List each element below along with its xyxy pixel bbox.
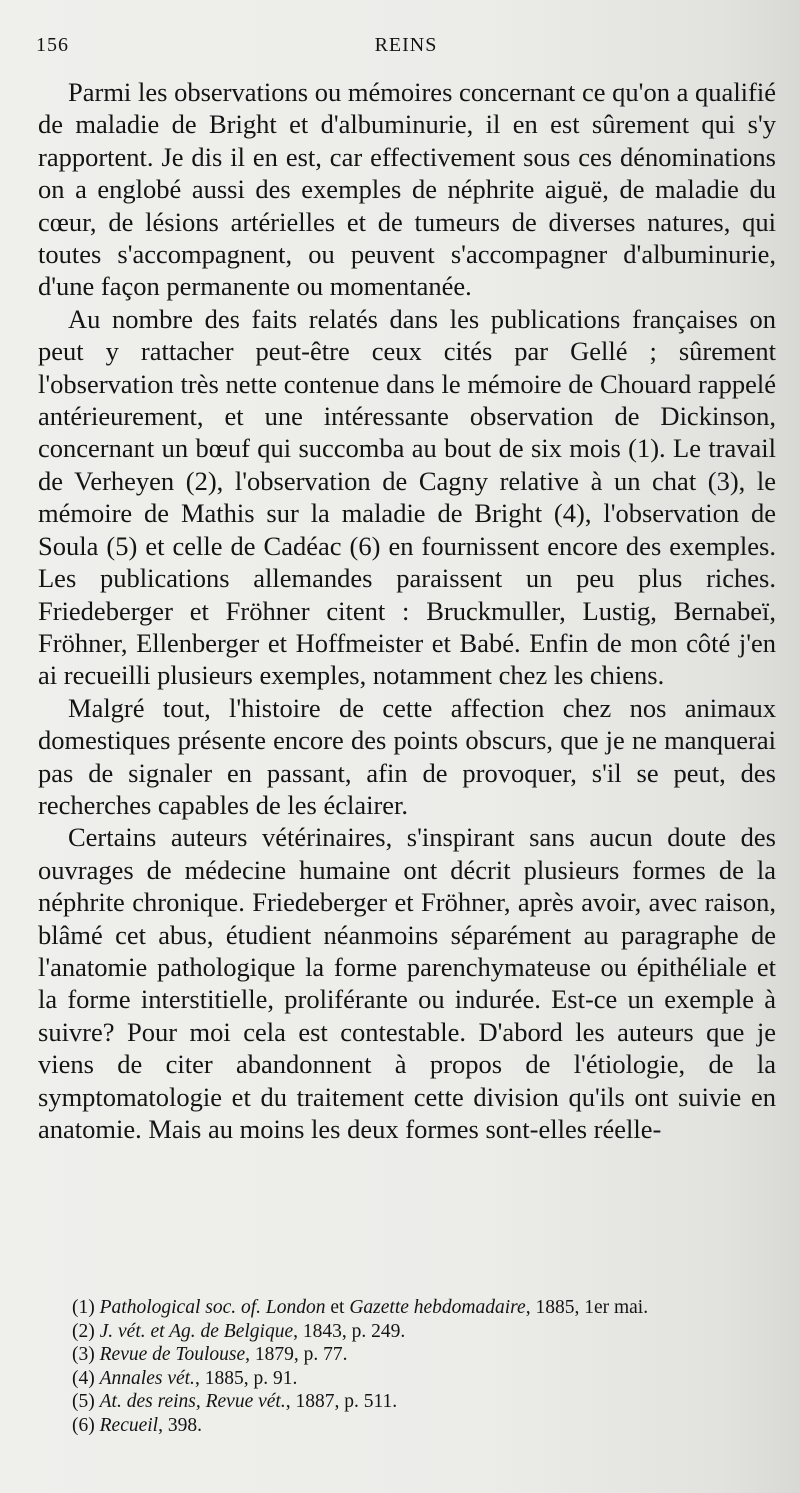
footnote — [72, 1414, 778, 1438]
running-head — [36, 34, 776, 64]
footnote — [72, 1367, 778, 1391]
body-text — [38, 76, 776, 1145]
footnote-detail: , 1885, 1er mai. — [525, 1297, 649, 1318]
footnote — [72, 1296, 778, 1320]
footnote-mark: (4) — [72, 1367, 95, 1389]
footnotes — [72, 1296, 778, 1438]
footnote — [72, 1343, 778, 1367]
footnote-mark: (2) — [72, 1320, 95, 1342]
chapter-title: REINS — [374, 34, 438, 56]
footnote-source: Recueil — [99, 1414, 159, 1436]
paragraph: Malgré tout, l'histoire de cette affection chez nos animaux domestiques présente encore des points obscurs, que je ne manquerai pas de signaler en passant, afin de provoquer, s'il se peut, des recherches capables de les éclairer. — [38, 692, 776, 820]
footnote-detail: , 398. — [158, 1414, 202, 1436]
footnote-source: At. des reins, Revue vét. — [99, 1391, 286, 1413]
footnote — [72, 1390, 778, 1414]
paragraph: Parmi les observations ou mémoires concernant ce qu'on a qualifié de maladie de Bright et d'albuminurie, il en est sûrement qui s'y rapportent. Je dis il en est, car effectivement sous ces dénominations on a englobé aussi des exemples de néphrite aiguë, de maladie du cœur, de lésions artérielles et de tumeurs de diverses natures, qui toutes s'accompagnent, ou peuvent s'accompagner d'albuminurie, d'une façon permanente ou momentanée. — [38, 77, 776, 302]
page-number: 156 — [36, 34, 69, 56]
footnote-detail: , 1843, p. 249. — [293, 1320, 406, 1342]
paragraph: Certains auteurs vétérinaires, s'inspirant sans aucun doute des ouvrages de médecine humaine ont décrit plusieurs formes de la néphrite chronique. Friedeberger et Fröhner, après avoir, avec raison, blâmé cet abus, étudient néanmoins séparément au paragraphe de l'anatomie pathologique la forme parenchymateuse ou épithéliale et la forme interstitielle, proliférante ou indurée. Est-ce un exemple à suivre? Pour moi cela est contestable. D'abord les auteurs que je viens de citer abandonnent à propos de l'étiologie, de la symptomatologie et du traitement cette division qu'ils ont suivie en anatomie. Mais au moins les deux formes sont-elles réelle- — [38, 822, 776, 1144]
footnote-joiner: et — [325, 1297, 350, 1318]
paragraph: Au nombre des faits relatés dans les publications françaises on peut y rattacher peut-être ceux cités par Gellé ; sûrement l'observation très nette contenue dans le mémoire de Chouard rappelé antérieurement, et une intéressante observation de Dickinson, concernant un bœuf qui succomba au bout de six mois (1). Le travail de Verheyen (2), l'observation de Cagny relative à un chat (3), le mémoire de Mathis sur la maladie de Bright (4), l'observation de Soula (5) et celle de Cadéac (6) en fournissent encore des exemples. Les publications allemandes paraissent un peu plus riches. Friedeberger et Fröhner citent : Bruckmuller, Lustig, Bernabeï, Fröhner, Ellenberger et Hoffmeister et Babé. Enfin de mon côté j'en ai recueilli plusieurs exemples, notamment chez les chiens. — [38, 303, 776, 691]
footnote-source: Annales vét. — [99, 1367, 195, 1389]
footnote-detail: , 1885, p. 91. — [194, 1367, 298, 1389]
footnote-source-2: Gazette hebdomadaire — [349, 1297, 526, 1318]
footnote-mark: (5) — [72, 1391, 95, 1413]
footnote-source: Pathological soc. of. London — [99, 1297, 326, 1318]
footnote-source: Revue de Toulouse — [99, 1344, 246, 1366]
footnote-mark: (3) — [72, 1344, 95, 1366]
footnote-detail: , 1879, p. 77. — [245, 1344, 348, 1366]
footnote-detail: , 1887, p. 511. — [285, 1391, 398, 1413]
footnote — [72, 1320, 778, 1344]
footnote-mark: (6) — [72, 1414, 95, 1436]
footnote-source: J. vét. et Ag. de Belgique — [99, 1320, 294, 1342]
footnote-mark: (1) — [72, 1297, 95, 1318]
